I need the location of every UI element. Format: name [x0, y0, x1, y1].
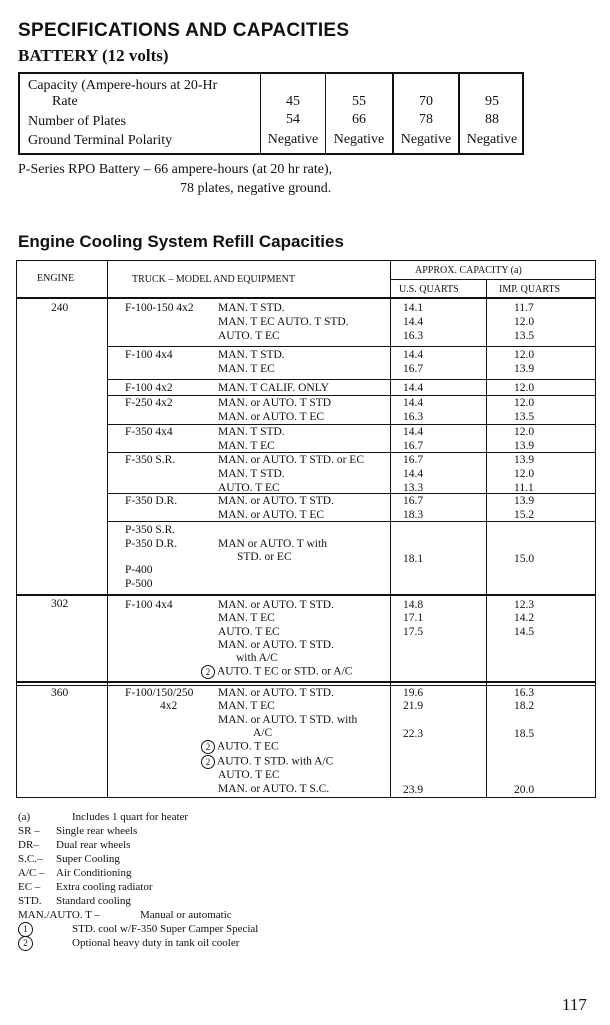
row-us-quarts: 13.3	[403, 482, 424, 494]
row-imp-quarts: 15.2	[514, 509, 535, 521]
engine-divider	[17, 681, 595, 683]
legend-text: Manual or automatic	[140, 909, 232, 921]
e360-equip: MAN. or AUTO. T STD. with	[218, 714, 358, 726]
col-divider	[390, 261, 391, 797]
row-equipment: MAN. T EC	[218, 363, 275, 375]
e360-equip	[201, 755, 333, 769]
col-divider	[107, 261, 108, 797]
row-divider	[107, 346, 595, 347]
battery-note-line2: 78 plates, negative ground.	[180, 181, 332, 196]
row-us-quarts: 14.4	[403, 426, 424, 438]
row-divider	[107, 424, 595, 425]
header-truck: TRUCK – MODEL AND EQUIPMENT	[132, 274, 295, 285]
row-imp-quarts: 12.0	[514, 397, 535, 409]
e302-equip-text: AUTO. T EC or STD. or A/C	[217, 665, 353, 678]
e302-equip: MAN. or AUTO. T STD.	[218, 599, 334, 611]
engine-240: 240	[51, 302, 69, 314]
row-model: F-350 S.R.	[125, 454, 176, 466]
engine-divider	[17, 685, 595, 686]
battery-heading: BATTERY (12 volts)	[18, 46, 169, 65]
row-us-quarts: 16.7	[403, 363, 424, 375]
battery-column	[392, 74, 458, 153]
header-bottom	[17, 297, 595, 299]
row-imp-quarts: 13.5	[514, 411, 535, 423]
row-equipment: MAN. T STD.	[218, 426, 285, 438]
row-equipment: MAN. T STD.	[218, 302, 285, 314]
p-series-model: P-500	[125, 578, 153, 590]
battery-table	[18, 72, 524, 155]
legend-text: Optional heavy duty in tank oil cooler	[72, 937, 240, 949]
row-equipment: MAN. T STD.	[218, 349, 285, 361]
row-equipment: MAN. or AUTO. T EC	[218, 509, 325, 521]
e302-us: 14.8	[403, 599, 424, 611]
legend-key	[18, 922, 35, 937]
battery-plates: 54	[286, 112, 300, 127]
legend-key: DR–	[18, 839, 39, 851]
legend-text: Includes 1 quart for heater	[72, 811, 189, 823]
e302-equip: MAN. or AUTO. T STD.	[218, 639, 334, 651]
row-imp-quarts: 12.0	[514, 426, 535, 438]
battery-polarity: Negative	[400, 132, 452, 147]
p-series-model: P-350 S.R.	[125, 524, 176, 536]
e302-imp: 14.5	[514, 626, 535, 638]
row-equipment: AUTO. T EC	[218, 330, 280, 342]
e302-us: 17.5	[403, 626, 424, 638]
row-equipment: MAN. or AUTO. T EC	[218, 411, 325, 423]
circled-1-icon: 1	[18, 922, 33, 937]
battery-capacity: 45	[286, 94, 300, 109]
e360-equip	[201, 740, 279, 754]
row-imp-quarts: 13.9	[514, 440, 535, 452]
row-model: F-100-150 4x2	[125, 302, 194, 314]
row-imp-quarts: 12.0	[514, 382, 535, 394]
header-engine: ENGINE	[37, 273, 75, 284]
battery-capacity: 70	[419, 94, 433, 109]
legend-key: (a)	[18, 811, 31, 823]
row-us-quarts: 14.1	[403, 302, 424, 314]
row-imp-quarts: 12.0	[514, 316, 535, 328]
battery-label-plates: Number of Plates	[28, 114, 126, 129]
row-equipment: AUTO. T EC	[218, 482, 280, 494]
row-model: F-100 4x4	[125, 349, 173, 361]
e302-equip: MAN. T EC	[218, 612, 275, 624]
col-divider	[486, 279, 487, 797]
p-series-equip: STD. or EC	[237, 551, 292, 563]
e360-equip-text: AUTO. T STD. with A/C	[217, 755, 334, 768]
circled-2-icon: 2	[201, 665, 215, 679]
legend-text: Single rear wheels	[56, 825, 138, 837]
row-imp-quarts: 13.9	[514, 363, 535, 375]
header-capacity: APPROX. CAPACITY (a)	[415, 265, 522, 276]
p-series-model: P-350 D.R.	[125, 538, 178, 550]
row-imp-quarts: 13.5	[514, 330, 535, 342]
battery-label-capacity: Capacity (Ampere-hours at 20-Hr	[28, 78, 218, 93]
e302-imp: 14.2	[514, 612, 535, 624]
row-us-quarts: 14.4	[403, 397, 424, 409]
row-equipment: MAN. or AUTO. T STD.	[218, 495, 334, 507]
row-us-quarts: 14.4	[403, 468, 424, 480]
e360-imp: 18.5	[514, 728, 535, 740]
legend-text: Super Cooling	[56, 853, 120, 865]
legend-key: SR –	[18, 825, 40, 837]
battery-capacity: 95	[485, 94, 499, 109]
e360-imp: 16.3	[514, 687, 535, 699]
row-us-quarts: 16.7	[403, 440, 424, 452]
e360-imp: 20.0	[514, 784, 535, 796]
p-series-imp: 15.0	[514, 553, 535, 565]
circled-2-icon: 2	[201, 740, 215, 754]
row-imp-quarts: 11.7	[514, 302, 534, 314]
row-us-quarts: 16.3	[403, 330, 424, 342]
page-number: 117	[562, 995, 587, 1014]
row-imp-quarts: 12.0	[514, 468, 535, 480]
legend-key: A/C –	[18, 867, 45, 879]
e360-imp: 18.2	[514, 700, 535, 712]
battery-column	[260, 74, 325, 153]
legend-key	[18, 936, 35, 951]
battery-column	[325, 74, 392, 153]
battery-label-polarity: Ground Terminal Polarity	[28, 133, 173, 148]
p-series-us: 18.1	[403, 553, 424, 565]
row-us-quarts: 16.3	[403, 411, 424, 423]
circled-2-icon: 2	[18, 936, 33, 951]
battery-plates: 66	[352, 112, 366, 127]
e360-equip-text: AUTO. T EC	[217, 740, 279, 753]
e302-us: 17.1	[403, 612, 424, 624]
row-model: F-100 4x2	[125, 382, 173, 394]
e302-equip: with A/C	[236, 652, 278, 664]
row-us-quarts: 16.7	[403, 454, 424, 466]
legend-key: EC –	[18, 881, 41, 893]
e360-us: 22.3	[403, 728, 424, 740]
header-divider	[390, 279, 595, 280]
e360-model: F-100/150/250	[125, 687, 194, 699]
cooling-table	[16, 260, 596, 798]
row-model: F-350 D.R.	[125, 495, 178, 507]
row-imp-quarts: 13.9	[514, 454, 535, 466]
e302-equip	[201, 665, 352, 679]
battery-polarity: Negative	[466, 132, 518, 147]
e302-equip: AUTO. T EC	[218, 626, 280, 638]
row-equipment: MAN. T STD.	[218, 468, 285, 480]
header-us-quarts: U.S. QUARTS	[399, 284, 459, 295]
battery-polarity: Negative	[333, 132, 385, 147]
row-divider	[107, 379, 595, 380]
header-imp-quarts: IMP. QUARTS	[499, 284, 561, 295]
e302-imp: 12.3	[514, 599, 535, 611]
row-us-quarts: 14.4	[403, 349, 424, 361]
e360-us: 19.6	[403, 687, 424, 699]
circled-2-icon: 2	[201, 755, 215, 769]
legend-key: S.C.–	[18, 853, 43, 865]
row-us-quarts: 16.7	[403, 495, 424, 507]
e360-equip: MAN. T EC	[218, 700, 275, 712]
row-equipment: MAN. T EC	[218, 440, 275, 452]
legend-text: Air Conditioning	[56, 867, 132, 879]
e360-us: 23.9	[403, 784, 424, 796]
row-equipment: MAN. or AUTO. T STD	[218, 397, 332, 409]
page-title: SPECIFICATIONS AND CAPACITIES	[18, 20, 350, 41]
legend-text: Standard cooling	[56, 895, 131, 907]
battery-label-rate: Rate	[52, 94, 78, 109]
row-equipment: MAN. T EC AUTO. T STD.	[218, 316, 349, 328]
row-us-quarts: 14.4	[403, 316, 424, 328]
battery-note-line1: P-Series RPO Battery – 66 ampere-hours (at 20 hr rate),	[18, 162, 333, 177]
e360-equip: A/C	[253, 727, 273, 739]
row-equipment: MAN. T CALIF. ONLY	[218, 382, 329, 394]
cooling-heading: Engine Cooling System Refill Capacities	[18, 232, 344, 251]
battery-plates: 78	[419, 112, 433, 127]
row-imp-quarts: 13.9	[514, 495, 535, 507]
row-model: F-350 4x4	[125, 426, 173, 438]
row-divider	[107, 395, 595, 396]
engine-divider	[17, 594, 595, 596]
legend-key: STD.	[18, 895, 42, 907]
p-series-model: P-400	[125, 564, 153, 576]
row-us-quarts: 18.3	[403, 509, 424, 521]
legend-text: STD. cool w/F-350 Super Camper Special	[72, 923, 259, 935]
battery-plates: 88	[485, 112, 499, 127]
battery-capacity: 55	[352, 94, 366, 109]
row-equipment: MAN. or AUTO. T STD. or EC	[218, 454, 364, 466]
legend-key: MAN./AUTO. T –	[18, 909, 100, 921]
engine-302: 302	[51, 598, 69, 610]
e360-us: 21.9	[403, 700, 424, 712]
e302-model: F-100 4x4	[125, 599, 173, 611]
e360-equip: AUTO. T EC	[218, 769, 280, 781]
row-imp-quarts: 12.0	[514, 349, 535, 361]
row-us-quarts: 14.4	[403, 382, 424, 394]
row-model: F-250 4x2	[125, 397, 173, 409]
e360-model: 4x2	[160, 700, 178, 712]
legend-text: Extra cooling radiator	[56, 881, 153, 893]
p-series-equip: MAN or AUTO. T with	[218, 538, 327, 550]
battery-column	[458, 74, 524, 153]
engine-360: 360	[51, 687, 69, 699]
legend-text: Dual rear wheels	[56, 839, 131, 851]
battery-polarity: Negative	[267, 132, 319, 147]
e360-equip: MAN. or AUTO. T S.C.	[218, 783, 330, 795]
e360-equip: MAN. or AUTO. T STD.	[218, 687, 334, 699]
row-imp-quarts: 11.1	[514, 482, 534, 494]
